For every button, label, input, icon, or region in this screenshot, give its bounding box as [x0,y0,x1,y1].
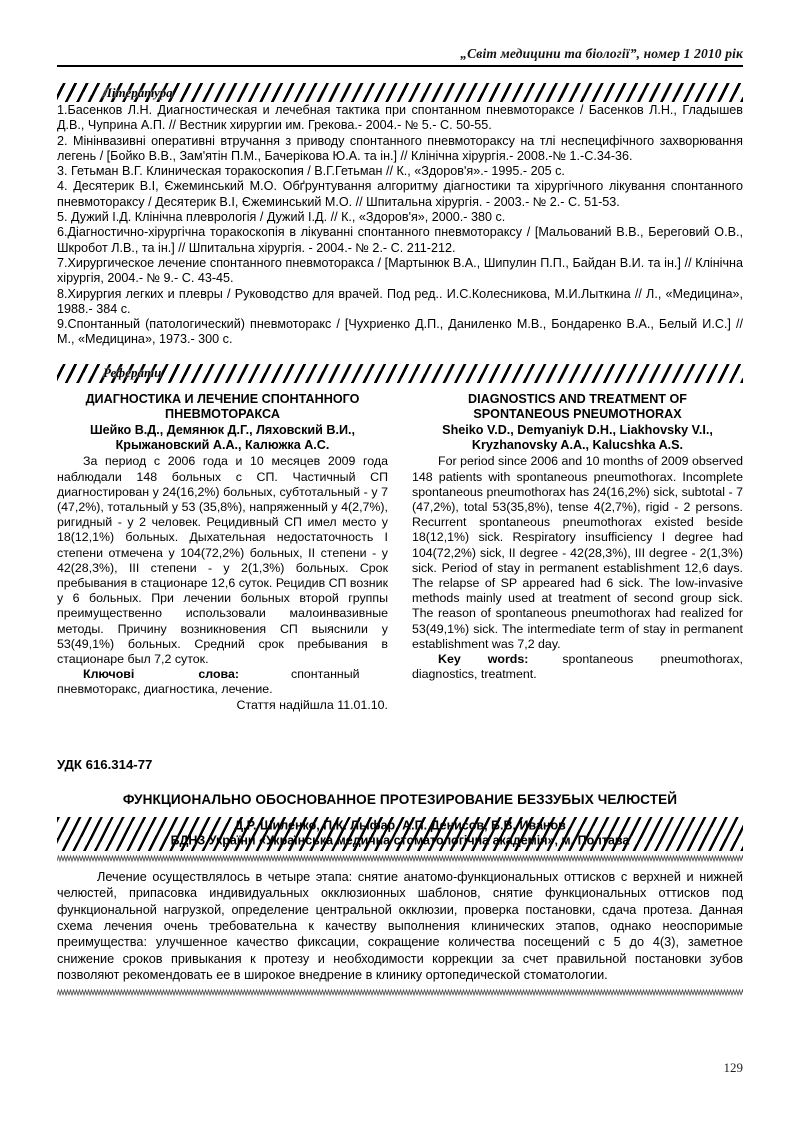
article-authors: Д.Р. Шиленко, П.К. Лыфар, А.П. Денисов, Б.В. Иванов [234,818,566,833]
abstract-en-keywords [412,652,743,682]
section-label-abstracts: Реферати [103,365,162,381]
keywords-value-en: spontaneous pneumothorax, diagnostics, treatment. [412,652,743,682]
abstract-russian [57,392,388,713]
abstract-en-authors-line2: Kryzhanovsky A.A., Kalucshka A.S. [471,437,684,452]
keywords-value-ru: спонтанный пневмоторакс, диагностика, лечение. [57,667,360,697]
reference-item: 8.Хирургия легких и плевры / Руководство для врачей. Под ред.. И.С.Колесникова, М.И.Лыткина // Л., «Медицина», 1988.- 384 с. [57,286,743,316]
reference-item: 5. Дужий І.Д. Клінічна плеврологія / Дужий І.Д. // К., «Здоров'я», 2000.- 380 с. [57,210,506,225]
abstract-en-authors-line1: Sheiko V.D., Demyaniyk D.H., Liakhovsky V.I., [442,422,713,437]
reference-item: 7.Хирургическое лечение спонтанного пневмоторакса / [Мартынюк В.А., Шипулин П.П., Байдан В.И. та ін.] // Клінічна хірургія, 2004.- № 9.- С. 43-45. [57,255,743,286]
page-content [57,0,743,1131]
abstract-english [412,392,743,713]
article-affiliation: ВДНЗ України «Українська медична стоматологічна академія», м. Полтава [170,833,630,848]
reference-item: 3. Гетьман В.Г. Клиническая торакоскопия / В.Г.Гетьман // К., «Здоров'я».- 1995.- 205 с. [57,164,565,179]
keywords-label-ru-1: Ключові [83,667,135,682]
abstract-ru-title [57,392,388,423]
page-number: 129 [723,1060,743,1075]
section-band-literature [57,83,743,102]
abstract-en-authors [412,423,743,454]
reference-item: 9.Спонтанный (патологический) пневмоторакс / [Чухриенко Д.П., Даниленко М.В., Бондаренко В.А., Белый И.С.] // М., «Медицина», 1973.- 300 с. [57,317,743,347]
abstract-en-title [412,392,743,423]
submitted-date: Стаття надійшла 11.01.10. [236,697,388,712]
abstract-en-title-line1: DIAGNOSTICS AND TREATMENT OF [468,391,687,406]
reference-item: 6.Діагностично-хірургічна торакоскопія в лікуванні спонтанного пневмотораксу / [Мальований В.В., Береговий О.В., Шкробот Л.В., та ін.] // Шпитальна хірургія. - 2004.- № 2.- С. 211-212. [57,225,743,255]
abstract-ru-authors [57,423,388,454]
reference-list [57,103,743,348]
reference-item: 2. Мінінвазивні оперативні втручання з приводу спонтанного пневмотораксу на тлі неспецифічного захворювання легень / [Бойко В.В., Зам'ятін П.М., Бачерікова Ю.А. та ін.] // Клінічна хірургія.- 2008.-№ 1.-С.34-36. [57,133,743,163]
udk-code: УДК 616.314-77 [57,756,153,772]
running-head: „Світ медицини та біології”, номер 1 2010 рік [460,46,743,61]
abstract-en-body: For period since 2006 and 10 months of 2009 observed 148 patients with spontaneous pneumothorax. Incomplete spontaneous pneumothorax has 24(16,2%) sick, subtotal - 7 (47,2%), total 53(35,8%), tense 4(2,7%), rigid - 2 persons. Recurrent spontaneous pneumothorax existed beside 18(12,1%) sick. Respiratory insufficiency I degree had 104(72,2%) sick, II degree - 42(28,3%), III degree - 2(1,3%) sick. Period of stay in permanent establishment 12,6 days. The relapse of SP appeared had 6 sick. The low-invasive methods mainly used at treatment of second group sick. The reason of spontaneous pneumothorax had realized for 53(49,1%) sick. The intermediate term of stay in permanent establishment was 7,2 day. [412,454,743,651]
abstracts-container [57,392,743,713]
author-affiliation-band [57,817,743,851]
reference-item: 4. Десятерик В.І, Єжеминський М.О. Обґрунтування алгоритму діагностики та хірургічного лікування спонтанного пневмотораксу / Десятерик В.І, Єжеминський М.О. // Шпитальна хірургія. - 2003.- № 2.- С. 51-53. [57,179,743,209]
keywords-label-ru-2: слова: [198,667,240,682]
wavy-rule-top [57,855,743,863]
article-title: ФУНКЦИОНАЛЬНО ОБОСНОВАННОЕ ПРОТЕЗИРОВАНИЕ БЕЗЗУБЫХ ЧЕЛЮСТЕЙ [122,791,678,807]
reference-item: 1.Басенков Л.Н. Диагностическая и лечебная тактика при спонтанном пневмотораксе / Басенков Л.Н., Гладышев Д.В., Чуприна А.П. // Вестник хирургии им. Грекова.- 2004.- № 5.- С. 50-55. [57,103,743,133]
abstract-ru-authors-line1: Шейко В.Д., Демянюк Д.Г., Ляховский В.И., [89,422,356,437]
wavy-rule-bottom [57,989,743,997]
section-label-literature: Література [103,84,173,100]
abstract-ru-title-line1: ДИАГНОСТИКА И ЛЕЧЕНИЕ СПОНТАННОГО [85,391,360,406]
author-affiliation-lines [57,818,743,849]
running-head-rule [57,65,743,67]
abstract-ru-title-line2: ПНЕВМОТОРАКСА [165,407,280,422]
section-band-abstracts [57,364,743,383]
abstract-ru-authors-line2: Крыжановский А.А., Калюжка А.С. [115,437,330,452]
abstract-en-title-line2: SPONTANEOUS PNEUMOTHORAX [473,407,682,422]
abstract-ru-keywords [57,667,388,697]
article-body: Лечение осуществлялось в четыре этапа: снятие анатомо-функциональных оттисков с верхней и нижней челюстей, припасовка индивидуальных окклюзионных шаблонов, снятие функциональных оттисков под функциональной нагрузкой, определение центральной окклюзии, проверка постановки, сдача протеза. Данная схема лечения очень требовательна к качеству выполнения клинических этапов, однако неоспоримые преимущества: улучшенное качество фиксации, сокращение количества посещений с 5 до 4(3), заметное снижение сроков привыкания к протезу и необходимости коррекции за счет правильной постановки зубов позволяют рекомендовать ее в широкое внедрение в клинику ортопедической стоматологии. [57,869,743,983]
keywords-label-en: Key words: [438,652,529,667]
abstract-ru-body: За период с 2006 года и 10 месяцев 2009 года наблюдали 148 больных с СП. Частичный СП диагностирован у 24(16,2%) больных, субтотальный - у 7 (47,2%), тотальный у 53 (35,8%), напряженный у 4(2,7%), ригидный - у 2 человек. Рецидивный СП имел место у 18(12,1%) больных. Дыхательная недостаточность I степени отмечена у 104(72,2%) больных, II степени - у 42(28,3%), III степени - у 2(1,3%) больных. Срок пребывания в стационаре 12,6 суток. Рецидив СП возник у 6 больных. При лечении больных второй группы преимущественно использовали малоинвазивные методы. Причину возникновения СП выяснили у 53(49,1%) больных. Средний срок пребывания в стационаре был 7,2 суток. [57,454,388,667]
